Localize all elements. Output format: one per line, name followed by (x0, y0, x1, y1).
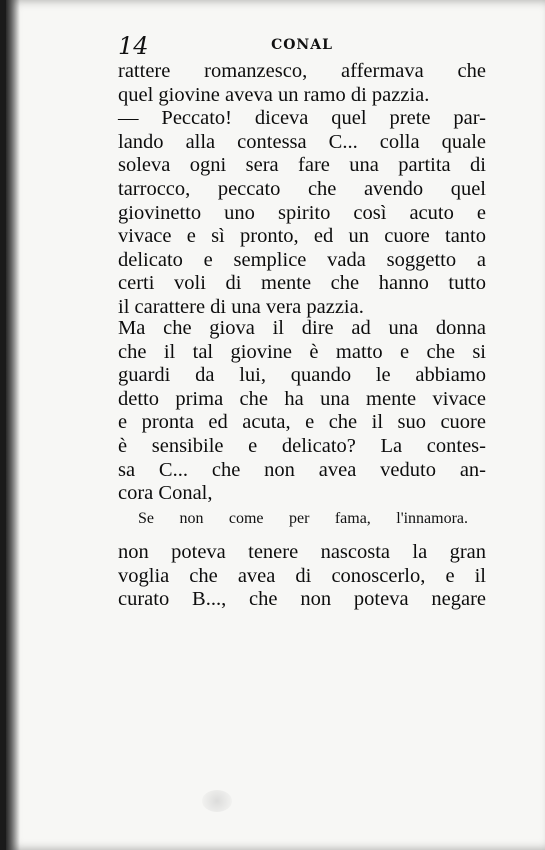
paragraph-block-a (118, 60, 486, 320)
page-header (118, 32, 486, 58)
text-line: che il tal giovine è matto e che si (118, 340, 486, 363)
text-line: certi voli di mente che hanno tutto (118, 272, 486, 295)
text-line: giovinetto uno spirito così acuto e (118, 201, 486, 224)
text-line: sa C... che non avea veduto an- (118, 458, 486, 481)
text-line: curato B..., che non poteva negare (118, 588, 486, 611)
paragraph-block-b (118, 317, 486, 506)
text-line: delicato e semplice vada soggetto a (118, 248, 486, 271)
text-line: è sensibile e delicato? La contes- (118, 434, 486, 457)
text-line: non poteva tenere nascosta la gran (118, 541, 486, 563)
binding-shadow (6, 0, 20, 850)
paper-smudge (202, 790, 232, 812)
text-line: guardi da lui, quando le abbiamo (118, 364, 486, 387)
text-line: rattere romanzesco, affermava che (118, 60, 486, 82)
text-line: soleva ogni sera fare una partita di (118, 154, 486, 177)
text-line: detto prima che ha una mente vivace (118, 387, 486, 410)
text-line: il carattere di una vera pazzia. (118, 295, 364, 318)
text-line: vivace e sì pronto, ed un cuore tanto (118, 225, 486, 248)
book-page (6, 0, 545, 850)
text-line: voglia che avea di conoscerlo, e il (118, 564, 486, 587)
page-number: 14 (118, 32, 149, 60)
text-line: quel giovine aveva un ramo di pazzia. (118, 83, 430, 106)
verse-quote: Se non come per fama, l'innamora. (138, 510, 468, 527)
paragraph-block-c (118, 541, 486, 612)
text-line: Ma che giova il dire ad una donna (118, 317, 486, 339)
text-line: cora Conal, (118, 482, 213, 505)
text-line: — Peccato! diceva quel prete par- (118, 107, 486, 130)
text-line: lando alla contessa C... colla quale (118, 130, 486, 153)
running-head: CONAL (271, 37, 333, 53)
text-line: tarrocco, peccato che avendo quel (118, 177, 486, 200)
text-line: e pronta ed acuta, e che il suo cuore (118, 411, 486, 434)
